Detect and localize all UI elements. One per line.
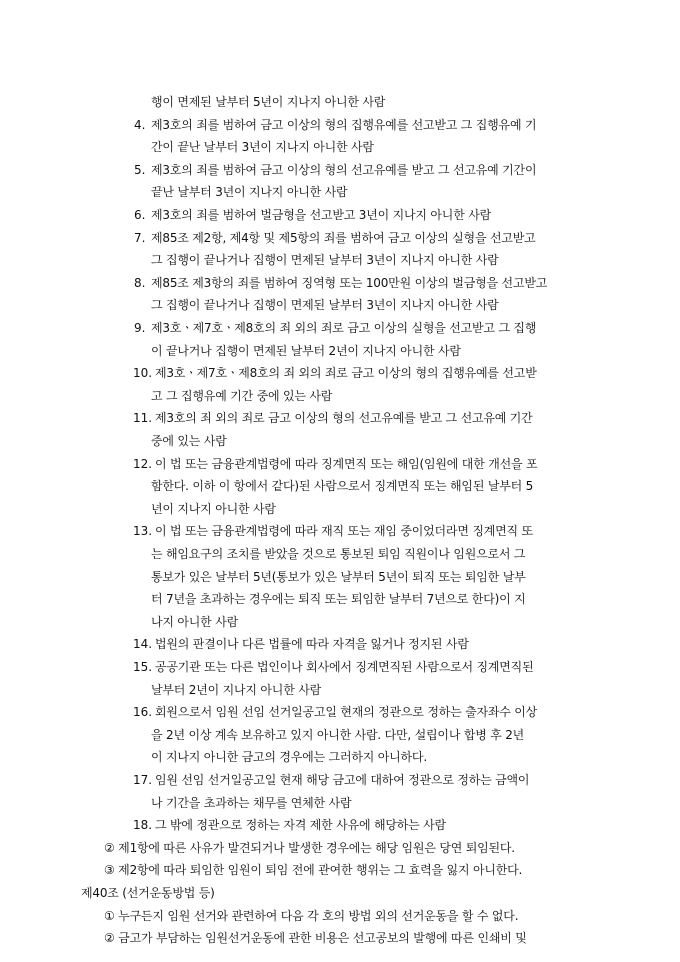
text-line: 을 2년 이상 계속 보유하고 있지 아니한 사람. 다만, 설립이나 합병 후 2년 xyxy=(151,727,525,742)
text-line: 제3호의 죄를 범하여 금고 이상의 형의 선고유예를 받고 그 선고유예 기간이 xyxy=(151,162,537,177)
item-number: 12. xyxy=(133,456,153,471)
text-line: 제3호의 죄를 범하여 벌금형을 선고받고 3년이 지나지 아니한 사람 xyxy=(151,208,491,222)
text-line: 제85조 제3항의 죄를 범하여 징역형 또는 100만원 이상의 벌금형을 선고받고 xyxy=(151,275,548,290)
text-line: ① 누구든지 임원 선거와 관련하여 다음 각 호의 방법 외의 선거운동을 할 수 없다. xyxy=(104,908,519,923)
text-line: 제85조 제2항, 제4항 및 제5항의 죄를 범하여 금고 이상의 실형을 선고받고 xyxy=(151,230,536,245)
item-number: 18. xyxy=(133,818,153,833)
item-number: 10. xyxy=(133,366,153,381)
text-line: 행이 면제된 날부터 5년이 지나지 아니한 사람 xyxy=(151,95,386,109)
item-number: 14. xyxy=(133,637,153,652)
text-line: 간이 끝난 날부터 3년이 지나지 아니한 사람 xyxy=(151,140,374,155)
text-line: 회원으로서 임원 선임 선거일공고일 현재의 정관으로 정하는 출자좌수 이상 xyxy=(155,705,538,720)
text-line: 는 해임요구의 조치를 받았을 것으로 통보된 퇴임 직원이나 임원으로서 그 xyxy=(151,547,526,561)
text-line: 고 그 집행유예 기간 중에 있는 사람 xyxy=(151,388,333,403)
text-line: ② 제1항에 따른 사유가 발견되거나 발생한 경우에는 해당 임원은 당연 퇴임된다. xyxy=(104,840,515,855)
item-number: 17. xyxy=(133,773,153,787)
item-number: 13. xyxy=(133,524,153,539)
text-line: 그 집행이 끝나거나 집행이 면제된 날부터 3년이 지나지 아니한 사람 xyxy=(151,298,499,313)
text-line: ③ 제2항에 따라 퇴임한 임원이 퇴임 전에 관여한 행위는 그 효력을 잃지 아니한다. xyxy=(104,863,523,878)
text-line: 이 지나지 아니한 금고의 경우에는 그러하지 아니하다. xyxy=(151,750,427,765)
text-line: 이 끝나거나 집행이 면제된 날부터 2년이 지나지 아니한 사람 xyxy=(151,343,461,358)
text-line: 함한다. 이하 이 항에서 같다)된 사람으로서 징계면직 또는 해임된 날부터 5 xyxy=(151,479,534,494)
text-line: 터 7년을 초과하는 경우에는 퇴직 또는 퇴임한 날부터 7년으로 한다)이 지 xyxy=(151,592,526,607)
text-line: 그 집행이 끝나거나 집행이 면제된 날부터 3년이 지나지 아니한 사람 xyxy=(151,253,499,268)
text-line: 그 밖에 정관으로 정하는 자격 제한 사유에 해당하는 사람 xyxy=(155,818,446,833)
text-line: 끝난 날부터 3년이 지나지 아니한 사람 xyxy=(151,185,348,200)
text-line: 중에 있는 사람 xyxy=(151,434,227,448)
text-line: 제3호의 죄 외의 죄로 금고 이상의 형의 선고유예를 받고 그 선고유예 기간 xyxy=(155,411,533,426)
item-number: 6. xyxy=(134,208,146,222)
item-number: 16. xyxy=(133,705,153,720)
text-line: 통보가 있은 날부터 5년(통보가 있은 날부터 5년이 퇴직 또는 퇴임한 날부 xyxy=(151,569,526,584)
text-line: 임원 선임 선거일공고일 현재 해당 금고에 대하여 정관으로 정하는 금액이 xyxy=(155,773,530,787)
item-number: 15. xyxy=(133,660,153,674)
item-number: 4. xyxy=(134,117,146,132)
text-line: 법원의 판결이나 다른 법률에 따라 자격을 잃거나 정지된 사람 xyxy=(155,637,469,652)
item-number: 8. xyxy=(134,275,146,290)
item-number: 7. xyxy=(134,230,146,245)
text-line: 제3호의 죄를 범하여 금고 이상의 형의 집행유예를 선고받고 그 집행유예 기 xyxy=(151,117,537,132)
text-line: 년이 지나지 아니한 사람 xyxy=(151,501,276,516)
article-heading: 제40조 (선거운동방법 등) xyxy=(81,886,215,900)
text-line: 공공기관 또는 다른 법인이나 회사에서 징계면직된 사람으로서 징계면직된 xyxy=(155,660,534,674)
text-line: 날부터 2년이 지나지 아니한 사람 xyxy=(151,682,321,697)
text-line: 이 법 또는 금융관계법령에 따라 재직 또는 재임 중이었더라면 징계면직 또 xyxy=(155,524,533,539)
text-line: 나 기간을 초과하는 채무를 연체한 사람 xyxy=(151,795,352,810)
item-number: 11. xyxy=(133,411,153,426)
item-number: 9. xyxy=(134,321,146,335)
text-line: 제3호ㆍ제7호ㆍ제8호의 죄 외의 죄로 금고 이상의 형의 집행유예를 선고받 xyxy=(155,366,537,381)
item-number: 5. xyxy=(134,162,146,177)
text-line: 이 법 또는 금융관계법령에 따라 징계면직 또는 해임(임원에 대한 개선을 포 xyxy=(155,456,538,471)
text-line: 제3호ㆍ제7호ㆍ제8호의 죄 외의 죄로 금고 이상의 실형을 선고받고 그 집행 xyxy=(151,321,537,335)
text-line: 나지 아니한 사람 xyxy=(151,614,238,629)
text-line: ② 금고가 부담하는 임원선거운동에 관한 비용은 선고공보의 발행에 따른 인쇄비 및 xyxy=(104,931,527,946)
